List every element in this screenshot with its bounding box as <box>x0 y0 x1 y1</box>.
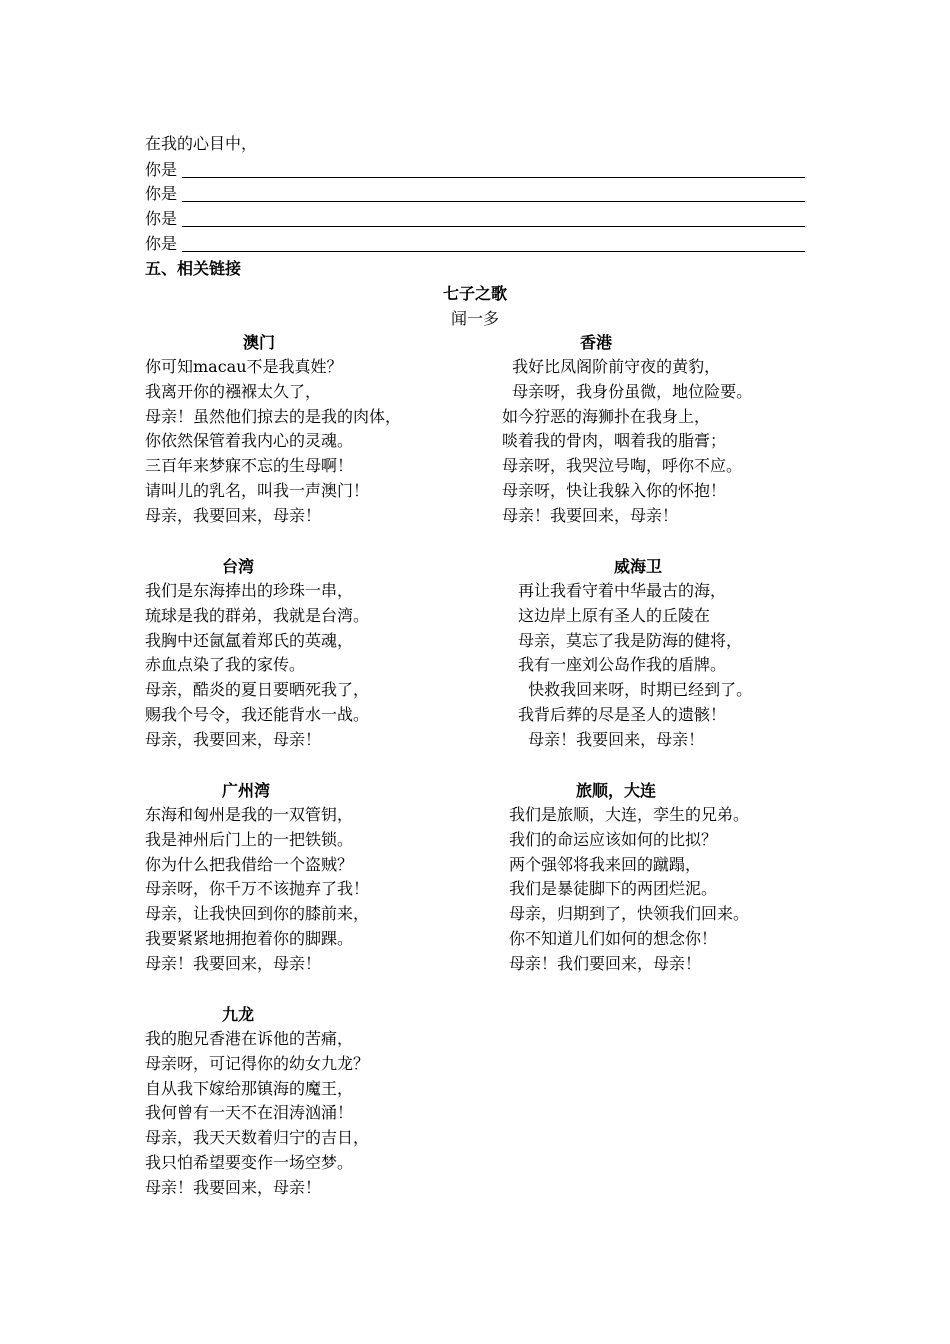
stanza-line: 请叫儿的乳名，叫我一声澳门！ <box>145 480 370 500</box>
stanza-line: 母亲，让我快回到你的膝前来， <box>145 904 370 924</box>
intro-line: 在我的心目中， <box>145 134 258 153</box>
stanza-line: 我背后葬的尽是圣人的遗骸！ <box>518 704 727 724</box>
stanza-line: 你依然保管着我内心的灵魂。 <box>145 431 354 451</box>
blank-underline <box>182 251 805 252</box>
poem-title: 七子之歌 <box>442 284 507 303</box>
stanza-line: 东海和匈州是我的一双管钥， <box>145 805 354 824</box>
stanza-line: 我何曾有一天不在泪涛汹涌！ <box>145 1103 354 1123</box>
stanza-line: 母亲！我要回来，母亲！ <box>145 953 322 973</box>
stanza-line: 母亲，莫忘了我是防海的健将， <box>518 630 743 650</box>
stanza-title-weihaiwei: 威海卫 <box>614 557 663 576</box>
stanza-line: 我们是旅顺，大连，孪生的兄弟。 <box>509 805 750 824</box>
stanza-line: 三百年来梦寐不忘的生母啊！ <box>145 456 354 476</box>
stanza-title-macau: 澳门 <box>243 333 276 352</box>
blank-underline <box>182 226 805 227</box>
stanza-line: 琉球是我的群弟，我就是台湾。 <box>145 605 370 625</box>
stanza-line: 母亲呀，你千万不该抛弃了我！ <box>145 879 370 899</box>
stanza-line: 母亲，我天天数着归宁的吉日， <box>145 1128 370 1148</box>
stanza-line: 我们的命运应该如何的比拟？ <box>509 829 718 849</box>
stanza-line: 我好比凤阁阶前守夜的黄豹， <box>502 357 721 376</box>
stanza-line: 两个强邻将我来回的蹴蹋， <box>509 854 702 874</box>
blank-underline <box>182 177 805 178</box>
fill-in-blank-3[interactable] <box>145 209 805 229</box>
stanza-title-hongkong: 香港 <box>580 333 613 352</box>
stanza-line: 啖着我的骨肉，咽着我的脂膏； <box>502 431 727 451</box>
stanza-line: 母亲！我要回来，母亲！ <box>145 1177 322 1197</box>
stanza-line: 母亲，酷炎的夏日要晒死我了， <box>145 680 370 700</box>
stanza-line: 母亲呀，快让我躲入你的怀抱！ <box>502 480 727 500</box>
stanza-weihaiwei <box>518 579 752 753</box>
stanza-line: 母亲！虽然他们掠去的是我的肉体， <box>145 406 402 426</box>
stanza-line: 你为什么把我借给一个盗贼？ <box>145 854 354 874</box>
fill-in-blank-4[interactable] <box>145 234 805 254</box>
stanza-line: 我胸中还氤氲着郑氏的英魂， <box>145 630 354 650</box>
stanza-line: 我的胞兄香港在诉他的苦痛， <box>145 1029 354 1048</box>
stanza-line: 我们是暴徒脚下的两团烂泥。 <box>509 879 718 899</box>
stanza-line: 如今狞恶的海狮扑在我身上， <box>502 406 711 426</box>
stanza-line: 我们是东海捧出的珍珠一串， <box>145 581 354 600</box>
stanza-line: 我有一座刘公岛作我的盾牌。 <box>518 655 727 675</box>
stanza-line: 母亲，我要回来，母亲！ <box>145 505 322 525</box>
blank-label: 你是 <box>145 209 178 228</box>
stanza-title-taiwan: 台湾 <box>222 557 255 576</box>
stanza-line: 你不知道儿们如何的想念你！ <box>509 928 718 948</box>
stanza-line: 母亲！我们要回来，母亲！ <box>509 953 702 973</box>
stanza-kowloon <box>145 1027 369 1201</box>
stanza-line: 母亲呀，我哭泣号啕，呼你不应。 <box>502 456 743 476</box>
stanza-line: 母亲呀，可记得你的幼女九龙？ <box>145 1053 370 1073</box>
blank-label: 你是 <box>145 184 178 203</box>
blank-label: 你是 <box>145 234 178 253</box>
stanza-line: 我只怕希望要变作一场空梦。 <box>145 1152 354 1172</box>
blank-underline <box>182 201 805 202</box>
section-heading: 五、相关链接 <box>145 259 242 278</box>
stanza-lushun-dalian <box>509 803 749 977</box>
stanza-line: 再让我看守着中华最古的海， <box>518 581 727 600</box>
stanza-line: 母亲，我要回来，母亲！ <box>145 729 322 749</box>
stanza-line: 赤血点染了我的家传。 <box>145 655 306 675</box>
stanza-line: 我要紧紧地拥抱着你的脚踝。 <box>145 928 354 948</box>
stanza-line: 母亲！我要回来，母亲！ <box>518 729 705 749</box>
blank-label: 你是 <box>145 160 178 179</box>
stanza-line: 自从我下嫁给那镇海的魔王， <box>145 1078 354 1098</box>
stanza-title-kowloon: 九龙 <box>222 1005 255 1024</box>
stanza-macau <box>145 355 401 529</box>
stanza-line: 快救我回来呀，时期已经到了。 <box>518 680 753 700</box>
fill-in-blank-1[interactable] <box>145 160 805 180</box>
stanza-line: 我离开你的襁褓太久了， <box>145 381 322 401</box>
stanza-line: 我是神州后门上的一把铁锁。 <box>145 829 354 849</box>
stanza-line: 这边岸上原有圣人的丘陵在 <box>518 605 711 625</box>
poem-author: 闻一多 <box>450 309 499 328</box>
stanza-guangzhouwan <box>145 803 369 977</box>
fill-in-blank-2[interactable] <box>145 184 805 204</box>
stanza-line: 母亲呀，我身份虽微，地位险要。 <box>502 381 753 401</box>
stanza-taiwan <box>145 579 369 753</box>
stanza-hongkong <box>502 355 752 529</box>
stanza-line: 赐我个号令，我还能背水一战。 <box>145 704 370 724</box>
stanza-title-guangzhouwan: 广州湾 <box>222 781 271 800</box>
stanza-line: 母亲！我要回来，母亲！ <box>502 505 679 525</box>
stanza-line: 母亲，归期到了，快领我们回来。 <box>509 904 750 924</box>
stanza-line: 你可知macau不是我真姓？ <box>145 357 343 376</box>
stanza-title-lushun-dalian: 旅顺，大连 <box>576 781 657 800</box>
